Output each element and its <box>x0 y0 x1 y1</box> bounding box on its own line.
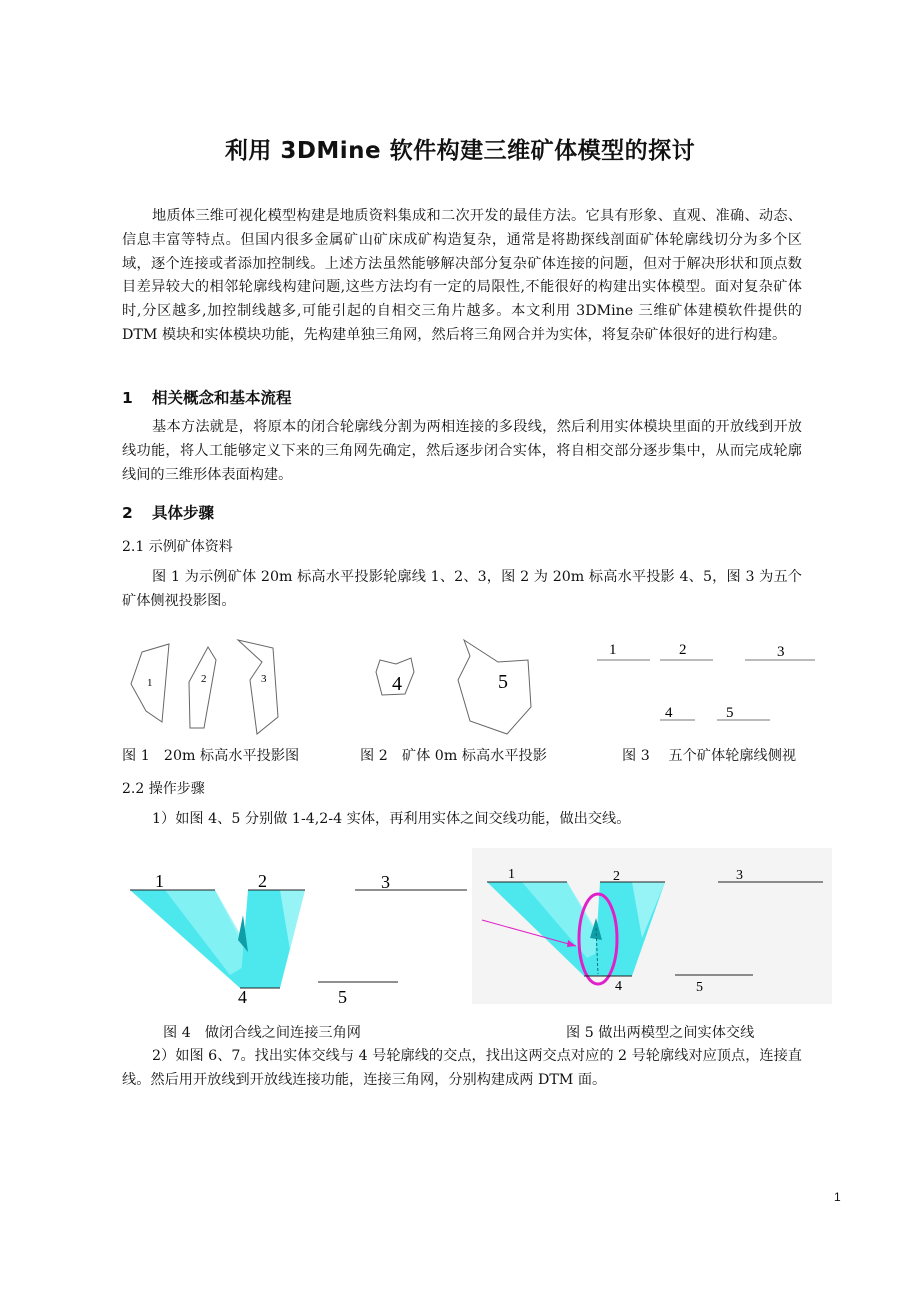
section-2-heading <box>122 501 214 523</box>
step-1-text: 1）如图 4、5 分别做 1-4,2-4 实体，再利用实体之间交线功能，做出交线。 <box>152 811 631 827</box>
fig5-background <box>472 848 832 1004</box>
figure-2-caption: 图 2 矿体 0m 标高水平投影 <box>360 748 547 764</box>
figure-3 <box>585 632 825 727</box>
fig4-label-2: 2 <box>258 871 267 891</box>
fig5-label-3: 3 <box>736 868 743 883</box>
fig2-label-5: 5 <box>498 671 508 693</box>
fig3-label-4: 4 <box>665 705 673 721</box>
fig5-label-5: 5 <box>696 980 703 995</box>
step-2-text: 2）如图 6、7。找出实体交线与 4 号轮廓线的交点，找出这两交点对应的 2 号轮廓线对应顶点，连接直线。然后用开放线到开放线连接功能，连接三角网，分别构建成两 DTM 面。 <box>122 1048 802 1088</box>
fig4-label-4: 4 <box>238 987 247 1007</box>
section-2-title: 具体步骤 <box>152 504 215 522</box>
figure-1-caption: 图 1 20m 标高水平投影图 <box>122 748 300 764</box>
figure-3-caption: 图 3 五个矿体轮廓线侧视 <box>622 748 797 764</box>
page-number: 1 <box>834 1190 841 1204</box>
fig1-label-2: 2 <box>201 673 207 685</box>
page-title: 利用 3DMine 软件构建三维矿体模型的探讨 <box>224 138 696 164</box>
intro-paragraph: 地质体三维可视化模型构建是地质资料集成和二次开发的最佳方法。它具有形象、直观、准确、动态、信息丰富等特点。但国内很多金属矿山矿床成矿构造复杂，通常是将勘探线剖面矿体轮廓线切分为多个区域，逐个连接或者添加控制线。上述方法虽然能够解决部分复杂矿体连接的问题，但对于解决形状和顶点数目差异较大的相邻轮廓线构建问题,这些方法均有一定的局限性,不能很好的构建出实体模型。面对复杂矿体时,分区越多,加控制线越多,可能引起的自相交三角片越多。本文利用 3DMine 三维矿体建模软件提供的 DTM 模块和实体模块功能，先构建单独三角网，然后将三角网合并为实体，将复杂矿体很好的进行构建。 <box>122 208 802 343</box>
fig3-label-3: 3 <box>777 644 785 660</box>
figure-5-caption: 图 5 做出两模型之间实体交线 <box>566 1025 755 1041</box>
figure-5 <box>472 848 832 1004</box>
subsection-2-2-heading: 2.2 操作步骤 <box>122 781 205 797</box>
section-1-heading <box>122 386 292 408</box>
fig4-label-1: 1 <box>155 871 164 891</box>
subsection-2-1-body: 图 1 为示例矿体 20m 标高水平投影轮廓线 1、2、3，图 2 为 20m 标高水平投影 4、5，图 3 为五个矿体侧视投影图。 <box>122 569 802 609</box>
subsection-2-1-heading: 2.1 示例矿体资料 <box>122 539 233 555</box>
fig1-label-1: 1 <box>147 677 153 689</box>
fig1-contour-3 <box>238 640 278 734</box>
fig4-label-3: 3 <box>381 872 390 892</box>
fig2-contour-5 <box>458 640 531 734</box>
section-1-title: 相关概念和基本流程 <box>152 389 292 407</box>
section-1-number: 1 <box>122 389 133 407</box>
figure-1 <box>120 632 310 737</box>
fig3-label-5: 5 <box>726 705 734 721</box>
fig2-label-4: 4 <box>392 673 402 695</box>
fig3-label-1: 1 <box>609 642 617 658</box>
section-2-number: 2 <box>122 504 133 522</box>
fig4-label-5: 5 <box>338 987 347 1007</box>
figure-4 <box>130 860 475 1010</box>
fig5-label-2: 2 <box>613 869 620 884</box>
figure-2 <box>370 632 550 737</box>
section-1-body: 基本方法就是，将原本的闭合轮廓线分割为两相连接的多段线，然后利用实体模块里面的开放线到开放线功能，将人工能够定义下来的三角网先确定，然后逐步闭合实体，将自相交部分逐步集中，从而完成轮廓线间的三维形体表面构建。 <box>122 419 802 483</box>
fig5-label-4: 4 <box>615 979 622 994</box>
figure-4-caption: 图 4 做闭合线之间连接三角网 <box>163 1025 361 1041</box>
fig5-label-1: 1 <box>508 867 515 882</box>
fig1-label-3: 3 <box>261 673 267 685</box>
fig1-contour-2 <box>189 647 216 728</box>
fig3-label-2: 2 <box>679 642 687 658</box>
